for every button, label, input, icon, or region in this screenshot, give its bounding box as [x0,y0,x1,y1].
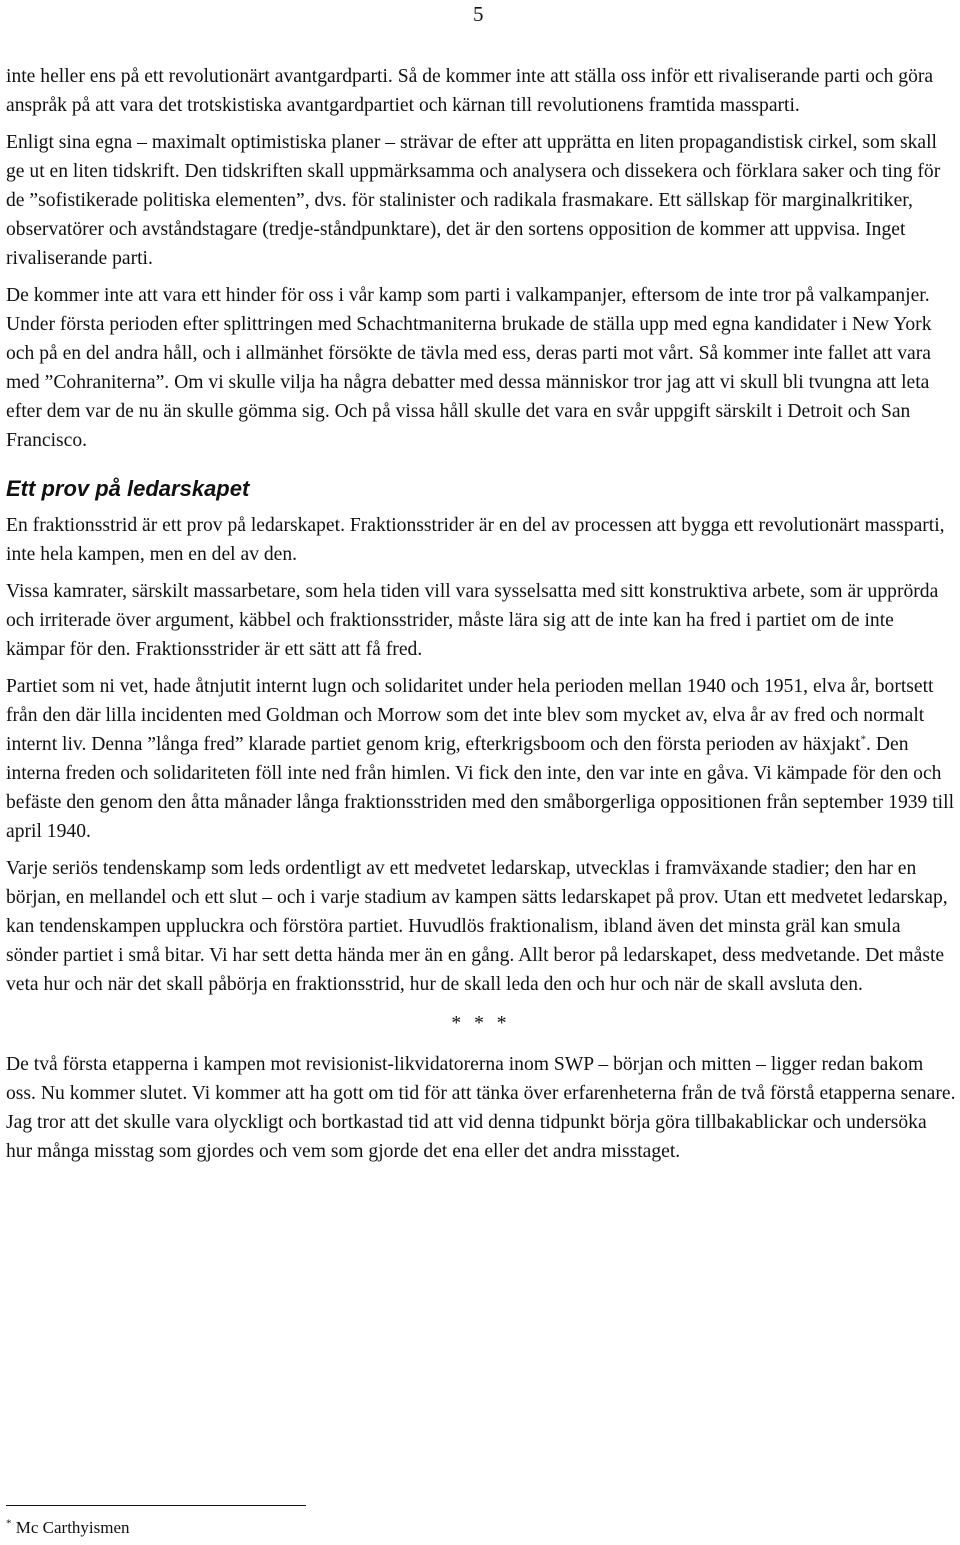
document-body [6,62,956,1174]
paragraph-7: Varje seriös tendenskamp som leds ordentligt av ett medvetet ledarskap, utvecklas i framväxande stadier; den har en början, en mellandel och ett slut – och i varje stadium av kampen sätts ledarskapet på prov. Utan ett medvetet ledarskap, kan tendenskampen uppluckra och förstöra partiet. Huvudlös fraktionalism, ibland även det minsta gräl kan smula sönder partiet i små bitar. Vi har sett detta hända mer än en gång. Allt beror på ledarskapet, dess medvetande. Det måste veta hur och när det skall påbörja en fraktionsstrid, hur de skall leda den och hur och när de skall avsluta den. [6,858,948,995]
paragraph-8: De två första etapperna i kampen mot revisionist-likvidatorerna inom SWP – början och mitten – ligger redan bakom oss. Nu kommer slutet. Vi kommer att ha gott om tid för att tänka över erfarenheterna från de två förstå etapperna senare. Jag tror att det skulle vara olyckligt och bortkastad tid att vid denna tidpunkt börja göra tillbakablickar och undersöka hur många misstag som gjordes och vem som gjorde det ena eller det andra misstaget. [6,1054,956,1162]
footnote-mark: * [6,1517,12,1530]
footnote-divider [6,1505,306,1506]
section-separator: * * * [451,1013,511,1034]
paragraph-6-text-after: . Den interna freden och solidariteten föll inte ned från himlen. Vi fick den inte, den var inte en gåva. Vi kämpade för den och befäste den genom den åtta månader långa fraktionsstriden med den småborgerliga oppositionen från september 1939 till april 1940. [6,734,955,842]
footnote [6,1517,130,1539]
footnote-reference: * [860,733,867,746]
paragraph-3: De kommer inte att vara ett hinder för oss i vår kamp som parti i valkampanjer, eftersom de inte tror på valkampanjer. Under första perioden efter splittringen med Schachtmaniterna brukade de ställa upp med egna kandidater i New York och på en del andra håll, och i allmänhet försökte de tävla med ess, deras parti mot vårt. Så kommer inte fallet att vara med ”Cohraniterna”. Om vi skulle vilja ha några debatter med dessa människor tror jag att vi skull bli tvungna att leta efter dem var de nu än skulle gömma sig. Och på vissa håll skulle det vara en svår uppgift särskilt i Detroit och San Francisco. [6,285,932,451]
footnote-text: Mc Carthyismen [15,1518,130,1537]
paragraph-6-text-before: Partiet som ni vet, hade åtnjutit internt lugn och solidaritet under hela perioden mellan 1940 och 1951, elva år, bortsett från den där lilla incidenten med Goldman och Morrow som det inte blev som mycket av, elva år av fred och normalt internt liv. Denna ”långa fred” klarade partiet genom krig, efterkrigsboom och den första perioden av häxjakt [6,676,934,755]
page-number: 5 [473,2,484,26]
paragraph-4: En fraktionsstrid är ett prov på ledarskapet. Fraktionsstrider är en del av processen att bygga ett revolutionärt massparti, inte hela kampen, men en del av den. [6,515,945,565]
paragraph-5: Vissa kamrater, särskilt massarbetare, som hela tiden vill vara sysselsatta med sitt konstruktiva arbete, som är upprörda och irriterade över argument, käbbel och fraktionsstrider, måste lära sig att de inte kan ha fred i partiet om de inte kämpar för den. Fraktionsstrider är ett sätt att få fred. [6,581,939,660]
paragraph-1: inte heller ens på ett revolutionärt avantgardparti. Så de kommer inte att ställa oss inför ett rivaliserande parti och göra anspråk på att vara det trotskistiska avantgardpartiet och kärnan till revolutionens framtida massparti. [6,66,934,116]
section-heading: Ett prov på ledarskapet [6,476,250,501]
paragraph-6 [6,672,956,846]
paragraph-2: Enligt sina egna – maximalt optimistiska planer – strävar de efter att upprätta en liten propagandistisk cirkel, som skall ge ut en liten tidskrift. Den tidskriften skall uppmärksamma och analysera och dissekera och förklara saker och ting för de ”sofistikerade politiska elementen”, dvs. för stalinister och radikala frasmakare. Ett sällskap för marginalkritiker, observatörer och avståndstagare (tredje-ståndpunktare), det är den sortens opposition de kommer att uppvisa. Inget rivaliserande parti. [6,132,941,269]
